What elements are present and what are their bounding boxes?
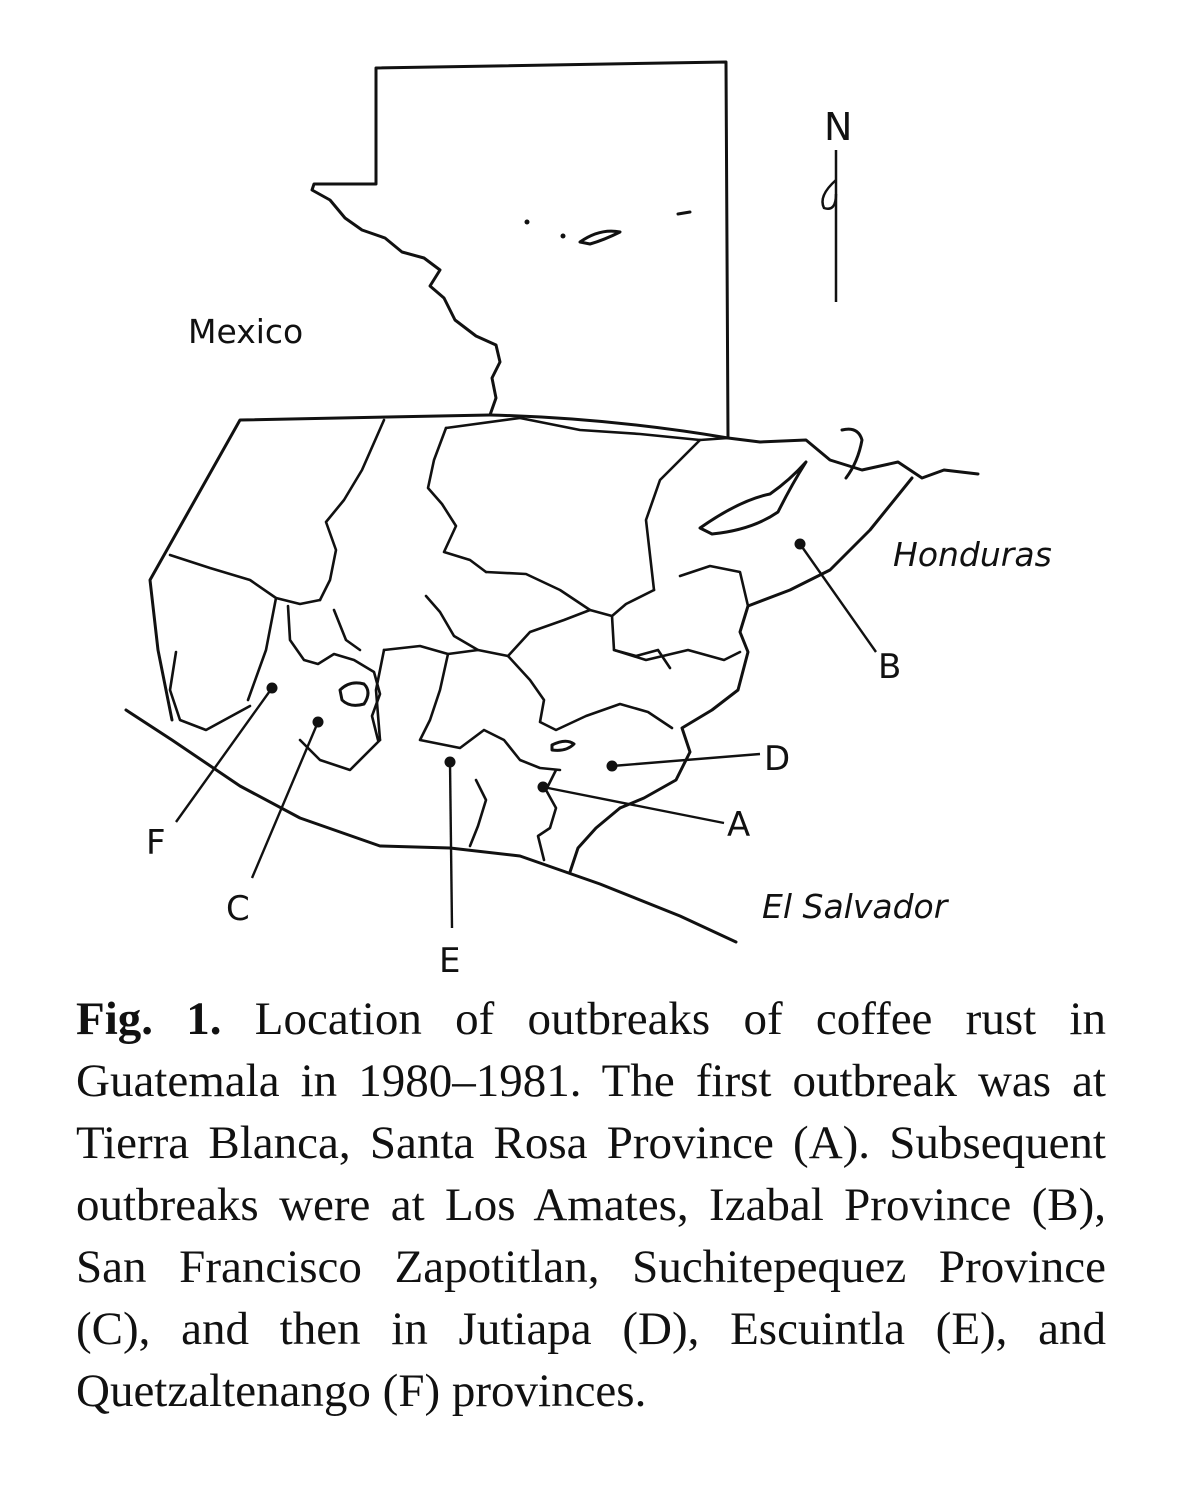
honduras-label: Honduras — [893, 535, 1052, 574]
marker-letter-a: A — [727, 805, 751, 845]
outbreak-marker-f — [146, 683, 278, 864]
caption-text: Location of outbreaks of coffee rust in Guatemala in 1980–1981. The first outbreak was at Tierra Blanca, Santa Rosa Province (A). Subsequent outbreaks were at Los Amates, Izabal Province (B), San Francisco Zapotitlan, Suchitepequez Province (C), and then in Jutiapa (D), Escuintla (E), and Quetzaltenango (F) provinces. — [76, 993, 1106, 1417]
north-arrow — [823, 105, 853, 302]
pacific-coast — [126, 710, 736, 942]
lake-atitlan — [340, 683, 368, 705]
marker-letter-f: F — [146, 823, 166, 863]
country-border-east — [490, 415, 978, 478]
outbreak-marker-d — [607, 739, 791, 779]
figure-caption — [76, 988, 1106, 1422]
outbreak-marker-a — [538, 782, 751, 846]
el-salvador-label: El Salvador — [762, 887, 948, 926]
marker-letter-b: B — [878, 647, 902, 687]
country-border-west — [150, 415, 490, 720]
outbreak-marker-e — [439, 757, 460, 982]
figure-label: Fig. 1. — [76, 993, 222, 1045]
lake-peten — [580, 231, 620, 244]
lake-izabal — [700, 462, 806, 534]
north-label: N — [824, 105, 853, 149]
mexico-label: Mexico — [188, 312, 304, 351]
marker-letter-c: C — [226, 889, 250, 929]
marker-letter-e: E — [439, 941, 461, 981]
country-border-north — [312, 62, 728, 438]
marker-letter-d: D — [764, 739, 791, 779]
el-salvador-border — [570, 808, 620, 872]
outbreak-marker-b — [795, 539, 902, 688]
